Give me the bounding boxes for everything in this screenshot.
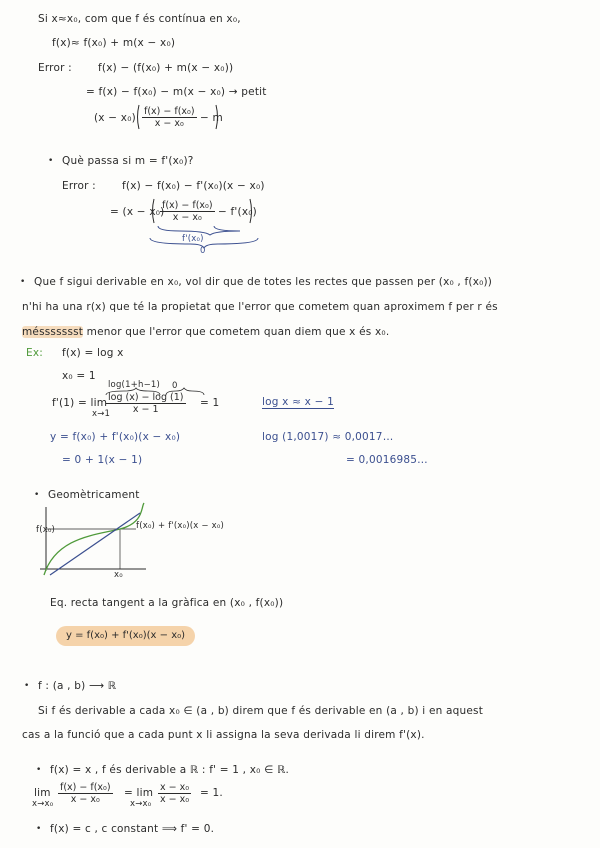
- tangent-line-1: y = f(x₀) + f'(x₀)(x − x₀): [50, 431, 181, 443]
- highlighted-word: méssssssst: [22, 326, 84, 338]
- fraction-denominator: x − x₀: [172, 212, 202, 223]
- error-line-2: = f(x) − f(x₀) − m(x − x₀) → petit: [86, 86, 267, 98]
- tangent-equation-label: Eq. recta tangent a la gràfica en (x₀ , f(x₀)): [50, 597, 284, 609]
- question-text: • Què passa si m = f'(x₀)?: [62, 155, 194, 167]
- approx-formula: f(x)≈ f(x₀) + m(x − x₀): [52, 37, 176, 49]
- example-identity: • f(x) = x , f és derivable a ℝ : f' = 1 , x₀ ∈ ℝ.: [50, 764, 289, 776]
- example-label: Ex:: [26, 347, 43, 359]
- error-label-2: Error :: [62, 180, 96, 192]
- fraction-numerator: f(x) − f(x₀): [144, 106, 195, 117]
- tangent-line-2: = 0 + 1(x − 1): [62, 454, 143, 466]
- limit-b-subscript: x→x₀: [130, 799, 152, 809]
- derivative-prefix: f'(1) = lim: [52, 397, 108, 409]
- error-expression: f(x) − (f(x₀) + m(x − x₀)): [98, 62, 234, 74]
- fraction-numerator: log (x) − log (1): [108, 392, 184, 403]
- derivative-fraction: [106, 392, 186, 415]
- approx-calculation: log (1,0017) ≈ 0,0017…: [262, 431, 394, 443]
- limit-b-fraction: [158, 782, 191, 805]
- tangent-graph: [36, 507, 216, 579]
- geometry-title: • Geomètricament: [48, 489, 140, 501]
- paragraph-line-1: • Que f sigui derivable en x₀, vol dir que de totes les rectes que passen per (x₀ , f(x₀)): [34, 276, 492, 288]
- function-mapping: • f : (a , b) ⟶ ℝ: [38, 680, 116, 692]
- approx-exact: = 0,0016985…: [346, 454, 428, 466]
- example-x0: x₀ = 1: [62, 370, 96, 382]
- underbrace-label-2: 0: [200, 246, 206, 256]
- error2-line-2-prefix: = (x − x₀): [110, 206, 165, 218]
- paragraph-line-2: n'hi ha una r(x) que té la propietat que l'error que cometem quan aproximem f per r és: [22, 301, 498, 313]
- paragraph-line-3-rest: menor que l'error que cometem quan diem que x és x₀.: [86, 326, 390, 338]
- fraction-numerator: f(x) − f(x₀): [60, 782, 111, 793]
- derivative-result: = 1: [200, 397, 220, 409]
- fraction-denominator: x − 1: [132, 404, 159, 415]
- definition-line-1: Si f és derivable a cada x₀ ∈ (a , b) direm que f és derivable en (a , b) i en aquest: [38, 705, 484, 717]
- error-line-3-suffix: − m: [200, 112, 223, 124]
- limit-result: = 1.: [200, 787, 223, 799]
- error-line-3-prefix: (x − x₀): [94, 112, 136, 124]
- error2-line-2-suffix: − f'(x₀): [218, 206, 257, 218]
- tangent-equation-formula: y = f(x₀) + f'(x₀)(x − x₀): [56, 626, 195, 646]
- limit-b: = lim: [124, 787, 154, 799]
- derivative-limit: x→1: [92, 409, 111, 419]
- underbrace-label-1: f'(x₀): [182, 234, 204, 244]
- function-curve: [44, 503, 144, 575]
- approx-title: log x ≈ x − 1: [262, 396, 334, 408]
- tangent-line: [50, 513, 140, 575]
- fraction-denominator: x − x₀: [70, 794, 100, 805]
- fraction-denominator: x − x₀: [160, 794, 190, 805]
- definition-line-2: cas a la funció que a cada punt x li assigna la seva derivada li direm f'(x).: [22, 729, 425, 741]
- graph-line-label: f(x₀) + f'(x₀)(x − x₀): [136, 521, 225, 531]
- limit-a: lim: [34, 787, 51, 799]
- graph-x-label: x₀: [114, 570, 123, 580]
- example-constant: • f(x) = c , c constant ⟹ f' = 0.: [50, 823, 214, 835]
- overbrace-label-left: log(1+h−1): [108, 380, 161, 390]
- limit-a-fraction: [58, 782, 113, 805]
- bracket-icon: [136, 104, 226, 132]
- error-label: Error :: [38, 62, 72, 74]
- paragraph-line-3: [22, 326, 389, 338]
- graph-y-label: f(x₀): [36, 525, 56, 535]
- fraction-numerator: f(x) − f(x₀): [162, 200, 213, 211]
- example-function: f(x) = log x: [62, 347, 124, 359]
- overbrace-label-right: 0: [172, 381, 178, 391]
- fraction-numerator: x − x₀: [160, 782, 190, 793]
- intro-text: Si x≈x₀, com que f és contínua en x₀,: [38, 13, 241, 25]
- fraction-denominator: x − x₀: [154, 118, 184, 129]
- limit-a-subscript: x→x₀: [32, 799, 54, 809]
- error-expression-2: f(x) − f(x₀) − f'(x₀)(x − x₀): [122, 180, 265, 192]
- underbrace-icon: [150, 198, 260, 246]
